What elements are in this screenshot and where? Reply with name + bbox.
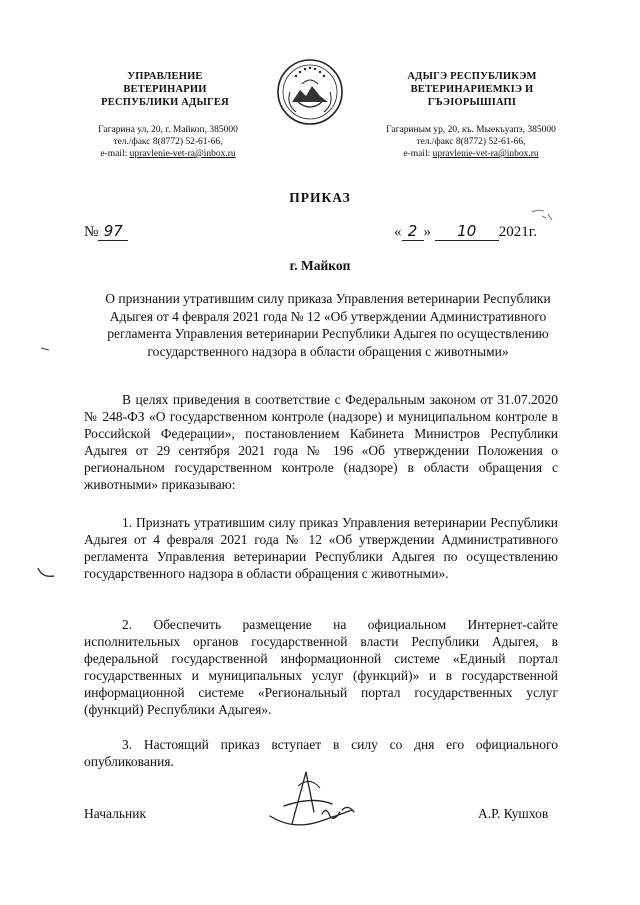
header-left-line-2: ВЕТЕРИНАРИИ	[123, 84, 207, 95]
header-left-line-3: РЕСПУБЛИКИ АДЫГЕЯ	[101, 97, 229, 108]
header-right-line-2: ВЕТЕРИНАРИЕМКIЭ И	[410, 84, 534, 95]
header-right-line-1: АДЫГЭ РЕСПУБЛИКЭМ	[407, 71, 537, 82]
order-date	[394, 222, 537, 241]
order-number-value: 97	[98, 222, 128, 241]
header-left-line-1: УПРАВЛЕНИЕ	[127, 71, 203, 82]
header-right-phone: тел./факс 8(8772) 52-61-66,	[416, 137, 526, 147]
header-right-contacts	[362, 124, 580, 160]
date-year: 2021г.	[498, 224, 537, 240]
republic-adygea-coat-of-arms-icon	[276, 58, 344, 126]
preamble-paragraph: В целях приведения в соответствие с Федеральным законом от 31.07.2020 № 248-ФЗ «О государственном контроле (надзоре) и муниципальном контроле в Российской Федерации», постановлением Кабинета Министров Республики Адыгея от 29 сентября 2021 года № 196 «Об утверждении Положения о региональном государственном контроле (надзоре) в области обращения с животными» приказываю:	[84, 392, 558, 492]
clause-2-paragraph: 2. Обеспечить размещение на официальном Интернет-сайте исполнительных органов государственной власти Республики Адыгея, в федеральной государственной информационной системе «Единый портал государственных и муниципальных услуг (функций)» и в государственной информационной системе «Региональный портал государственных услуг (функций) Республики Адыгея».	[84, 617, 558, 717]
signer-name: А.Р. Кушхов	[478, 806, 549, 821]
order-number-prefix: №	[84, 224, 99, 240]
date-day: 2	[402, 222, 424, 241]
scan-mark	[40, 346, 50, 352]
header-right-org	[372, 70, 572, 109]
order-city: г. Майкоп	[289, 258, 351, 273]
header-right-email-label: e-mail:	[403, 149, 431, 159]
handwritten-signature	[262, 766, 372, 836]
header-left-address: Гагарина ул, 20, г. Майкоп, 385000	[98, 125, 238, 135]
header-right-line-3: ГЪЭIОРЫШIАПI	[427, 97, 517, 108]
header-left-email-label: e-mail:	[100, 149, 128, 159]
order-subject: О признании утратившим силу приказа Управления ветеринарии Республики Адыгея от 4 февраля 2021 года № 12 «Об утверждении Административного регламента Управления ветеринарии Республики Адыгея по осуществлению государственного надзора в области обращения с животными»	[105, 291, 551, 359]
header-left-email: upravlenie-vet-ra@inbox.ru	[129, 149, 236, 159]
date-close-quote: »	[423, 224, 431, 240]
header-left-phone: тел./факс 8(8772) 52-61-66,	[113, 137, 223, 147]
header-right-address: Гагариным ур, 20, къ. Мыекъуапэ, 385000	[386, 125, 556, 135]
order-number	[84, 222, 128, 241]
signer-title: Начальник	[84, 806, 147, 821]
order-title: ПРИКАЗ	[289, 190, 351, 205]
header-left-contacts	[68, 124, 268, 160]
header-right-email: upravlenie-vet-ra@inbox.ru	[432, 149, 539, 159]
clause-3-paragraph: 3. Настоящий приказ вступает в силу со дня его официального опубликования.	[84, 737, 558, 769]
header-left-org	[80, 70, 250, 109]
scan-mark	[528, 206, 556, 226]
scan-mark	[36, 566, 56, 580]
clause-1-paragraph: 1. Признать утратившим силу приказ Управления ветеринарии Республики Адыгея от 4 февраля 2021 года № 12 «Об утверждении Административного регламента Управления ветеринарии Республики Адыгея по осуществлению государственного надзора в области обращения с животными».	[84, 515, 558, 581]
date-month: 10	[435, 222, 499, 241]
date-open-quote: «	[394, 224, 402, 240]
